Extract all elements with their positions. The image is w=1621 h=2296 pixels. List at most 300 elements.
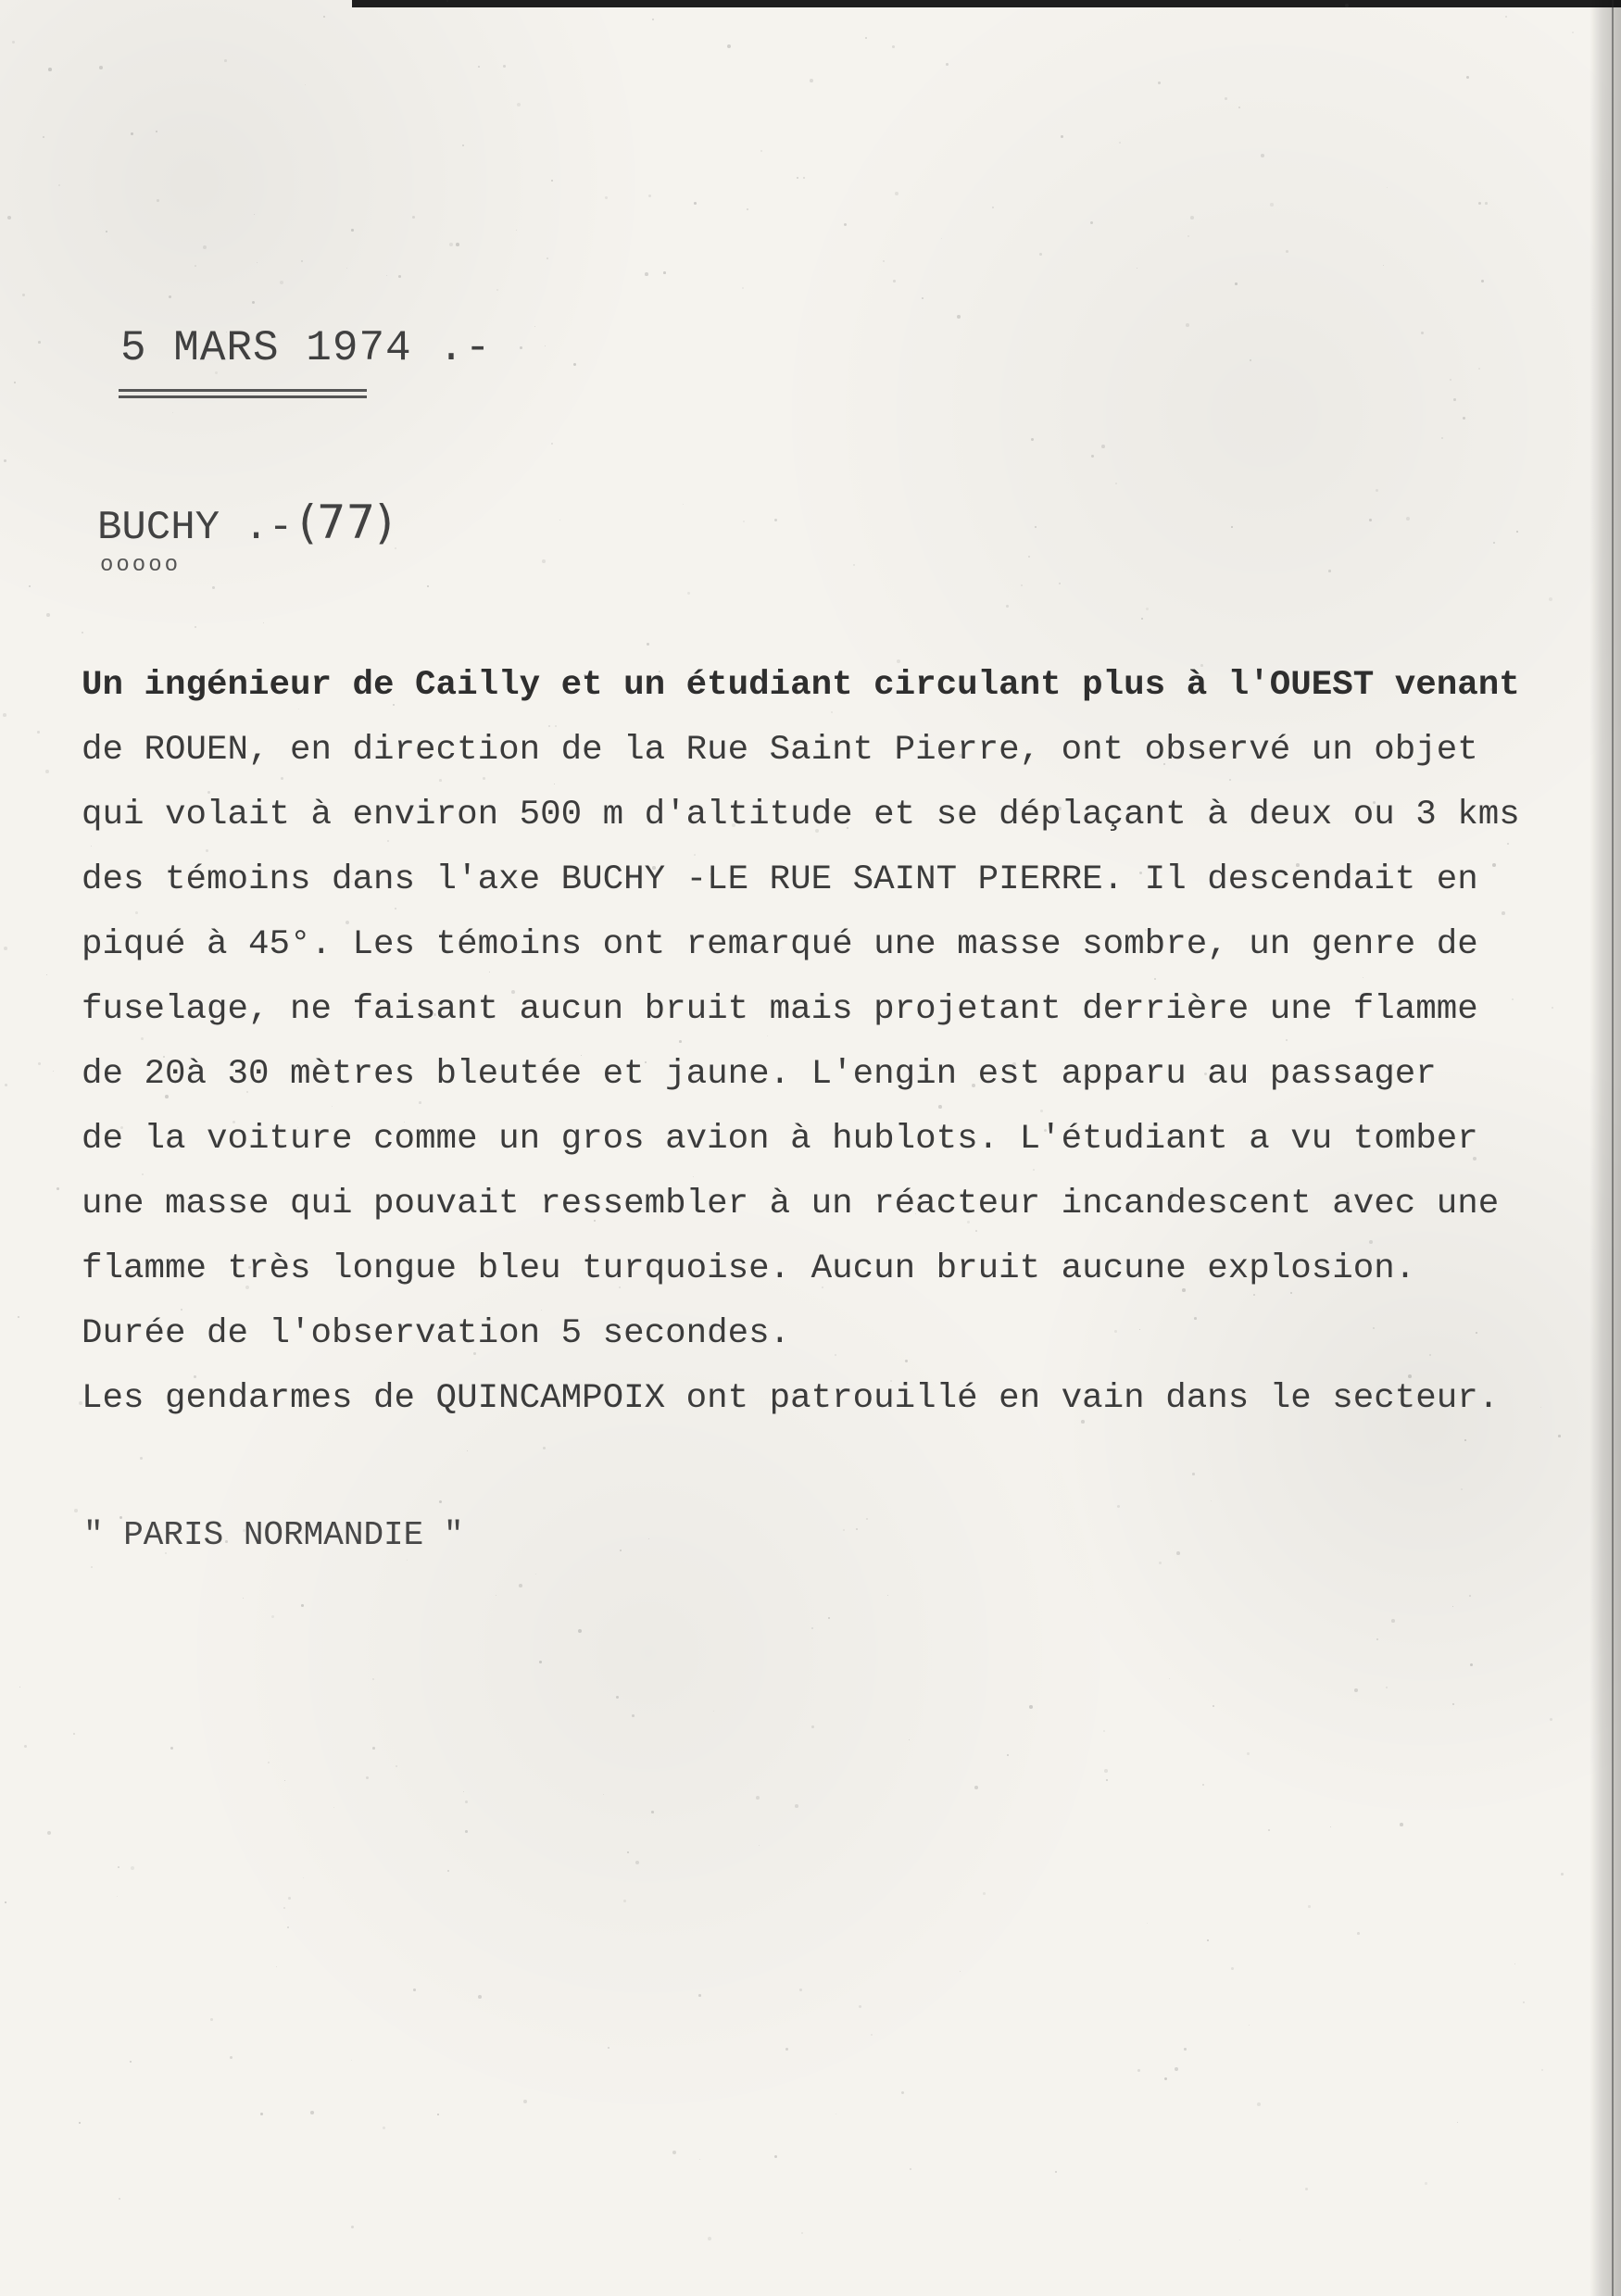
- scan-speckle: [230, 2056, 232, 2059]
- scan-speckle: [559, 520, 560, 521]
- scan-speckle: [18, 1316, 19, 1318]
- scan-speckle: [1249, 2025, 1250, 2026]
- scan-speckle: [268, 1762, 270, 1763]
- scan-speckle: [225, 1540, 228, 1543]
- scan-speckle: [1488, 805, 1489, 807]
- scan-speckle: [465, 1800, 468, 1803]
- scan-speckle: [747, 208, 748, 210]
- scan-speckle: [1184, 2048, 1187, 2051]
- scan-speckle: [1061, 135, 1063, 138]
- scan-speckle: [252, 301, 255, 304]
- scan-speckle: [169, 295, 171, 298]
- scan-speckle: [91, 1566, 93, 1568]
- scan-speckle: [1386, 1687, 1388, 1688]
- scan-speckle: [1481, 280, 1484, 282]
- scan-speckle: [578, 1629, 582, 1633]
- scan-speckle: [346, 268, 347, 269]
- body-line: une masse qui pouvait ressembler à un réacteur incandescent avec une: [82, 1185, 1500, 1223]
- scan-speckle: [24, 1745, 27, 1748]
- scan-speckle: [853, 564, 855, 566]
- scan-speckle: [263, 622, 264, 623]
- scan-speckle: [1213, 1705, 1214, 1707]
- scan-speckle: [1090, 221, 1093, 224]
- scan-speckle: [449, 243, 453, 246]
- scan-speckle: [1169, 1678, 1170, 1679]
- scan-speckle: [1392, 1063, 1394, 1065]
- scan-speckle: [511, 990, 515, 994]
- scan-speckle: [774, 2155, 777, 2158]
- scan-speckle: [859, 2005, 861, 2008]
- scan-speckle: [893, 280, 896, 282]
- scan-speckle: [534, 326, 535, 327]
- scan-speckle: [1550, 1718, 1552, 1721]
- scan-speckle: [1029, 1705, 1033, 1709]
- scan-speckle: [463, 1791, 464, 1792]
- scan-speckle: [1457, 2122, 1458, 2123]
- scan-speckle: [1028, 556, 1030, 558]
- scan-speckle: [1261, 154, 1264, 157]
- scan-speckle: [1146, 608, 1149, 610]
- scan-speckle: [1175, 2067, 1178, 2071]
- scan-speckle: [288, 1897, 291, 1900]
- scan-speckle: [1470, 1663, 1473, 1666]
- scan-speckle: [1137, 2069, 1140, 2072]
- scan-speckle: [960, 1971, 961, 1972]
- scan-speckle: [387, 840, 389, 842]
- scan-speckle: [1270, 203, 1274, 207]
- scan-speckle: [333, 1807, 334, 1808]
- scan-speckle: [260, 2113, 263, 2115]
- scan-speckle: [584, 674, 586, 677]
- scan-speckle: [1541, 2069, 1543, 2071]
- scan-speckle: [206, 849, 208, 852]
- scan-speckle: [523, 2100, 527, 2103]
- scan-speckle: [1055, 2171, 1057, 2173]
- scan-speckle: [797, 177, 798, 179]
- scan-speckle: [1305, 2188, 1308, 2190]
- scan-speckle: [303, 1877, 304, 1878]
- report-date: 5 MARS 1974 .-: [120, 324, 492, 372]
- body-line: des témoins dans l'axe BUCHY -LE RUE SAINT PIERRE. Il descendait en: [82, 860, 1478, 899]
- scan-speckle: [1031, 438, 1034, 441]
- scan-speckle: [395, 547, 396, 549]
- scan-speckle: [1561, 1873, 1564, 1876]
- body-line: Un ingénieur de Cailly et un étudiant circulant plus à l'OUEST venant: [82, 666, 1520, 705]
- scan-speckle: [22, 294, 25, 296]
- scan-speckle: [1250, 359, 1251, 361]
- scan-speckle: [437, 2114, 439, 2115]
- scan-speckle: [215, 371, 218, 374]
- scan-speckle: [699, 2159, 700, 2160]
- scan-speckle: [767, 1035, 768, 1036]
- scan-speckle: [1429, 1354, 1431, 1356]
- scan-speckle: [1453, 398, 1456, 401]
- scan-speckle: [1502, 911, 1505, 915]
- scan-speckle: [732, 823, 735, 827]
- scan-speckle: [224, 59, 227, 62]
- scan-speckle: [1040, 1110, 1043, 1112]
- scan-speckle: [1478, 368, 1480, 370]
- scan-speckle: [1425, 2182, 1427, 2185]
- scan-speckle: [843, 1529, 845, 1531]
- scan-speckle: [922, 297, 924, 299]
- scan-speckle: [1012, 1062, 1016, 1066]
- scan-speckle: [1211, 1500, 1212, 1501]
- scan-speckle: [1572, 31, 1574, 33]
- scan-speckle: [652, 19, 654, 20]
- scan-speckle: [828, 1617, 830, 1619]
- scan-speckle: [1159, 1562, 1162, 1564]
- scan-speckle: [407, 1560, 408, 1561]
- scan-speckle: [659, 671, 660, 672]
- scan-speckle: [623, 1900, 626, 1902]
- scan-speckle: [895, 192, 898, 195]
- scan-speckle: [170, 1747, 173, 1750]
- scan-speckle: [672, 2151, 676, 2154]
- scan-speckle: [447, 1870, 449, 1872]
- scan-speckle: [141, 1037, 144, 1040]
- scan-speckle: [465, 1830, 468, 1833]
- scan-speckle: [1190, 216, 1194, 220]
- scan-speckle: [822, 1286, 823, 1288]
- scan-speckle: [439, 1500, 442, 1503]
- scan-speckle: [106, 231, 107, 232]
- report-body: [82, 653, 1601, 1431]
- scan-speckle: [1492, 863, 1496, 867]
- body-line: de ROUEN, en direction de la Rue Saint Pierre, ont observé un objet: [82, 731, 1478, 770]
- scan-speckle: [1176, 1551, 1180, 1555]
- body-line: fuselage, ne faisant aucun bruit mais projetant derrière une flamme: [82, 990, 1478, 1029]
- scan-speckle: [1476, 1332, 1477, 1334]
- scan-speckle: [45, 770, 49, 773]
- scan-speckle: [305, 84, 306, 85]
- scan-speckle: [1025, 867, 1027, 869]
- scan-speckle: [478, 66, 480, 68]
- scan-speckle: [687, 592, 690, 595]
- scan-speckle: [1558, 1435, 1561, 1437]
- scan-speckle: [938, 1105, 942, 1109]
- scan-speckle: [1006, 605, 1009, 608]
- scan-speckle: [539, 1661, 542, 1663]
- scan-speckle: [651, 1811, 654, 1813]
- scan-speckle: [1376, 1638, 1378, 1640]
- scan-speckle: [648, 1538, 649, 1539]
- scan-speckle: [37, 731, 40, 734]
- scan-speckle: [117, 1896, 118, 1897]
- scan-speckle: [38, 341, 41, 344]
- scan-speckle: [727, 44, 731, 48]
- scan-speckle: [130, 2061, 132, 2063]
- scan-speckle: [1357, 1932, 1360, 1935]
- scan-speckle: [1257, 2102, 1261, 2106]
- body-line: de 20à 30 mètres bleutée et jaune. L'engin est apparu au passager: [82, 1055, 1437, 1094]
- scan-speckle: [323, 16, 325, 18]
- scan-speckle: [1354, 1688, 1358, 1692]
- scan-speckle: [1441, 437, 1443, 439]
- scan-speckle: [1147, 1923, 1148, 1924]
- scan-speckle: [194, 1375, 196, 1378]
- scan-speckle: [467, 1450, 468, 1451]
- scan-speckle: [58, 184, 60, 186]
- scan-speckle: [543, 1447, 546, 1449]
- scan-speckle: [396, 1765, 397, 1767]
- scan-speckle: [203, 245, 207, 249]
- scan-speckle: [941, 238, 942, 239]
- scan-speckle: [1091, 455, 1094, 458]
- scan-speckle: [1021, 584, 1023, 586]
- scan-speckle: [1369, 519, 1372, 521]
- scan-speckle: [516, 230, 517, 231]
- scan-speckle: [1400, 1823, 1403, 1826]
- scan-speckle: [975, 1230, 977, 1232]
- scan-speckle: [519, 1584, 522, 1587]
- scan-speckle: [120, 1126, 123, 1129]
- scan-speckle: [1225, 97, 1227, 100]
- scan-speckle: [131, 132, 133, 135]
- scan-speckle: [5, 1084, 7, 1086]
- scan-speckle: [1345, 4, 1349, 7]
- scan-speckle: [276, 1966, 277, 1967]
- scan-speckle: [280, 281, 283, 284]
- scan-speckle: [1231, 1967, 1234, 1970]
- scan-speckle: [831, 711, 833, 713]
- scan-speckle: [1158, 82, 1161, 84]
- scan-speckle: [1512, 998, 1514, 1000]
- scan-speckle: [619, 1286, 621, 1288]
- scan-speckle: [284, 1780, 285, 1781]
- scan-speckle: [1025, 1393, 1029, 1397]
- scan-speckle: [243, 1598, 244, 1599]
- date-underline: [119, 389, 367, 398]
- scan-speckle: [1039, 253, 1042, 256]
- scan-speckle: [398, 275, 401, 278]
- scan-speckle: [43, 136, 44, 138]
- scan-speckle: [4, 947, 7, 950]
- scan-speckle: [844, 223, 847, 226]
- scan-speckle: [53, 1071, 54, 1072]
- scan-speckle: [3, 713, 6, 717]
- scan-speckle: [883, 260, 885, 262]
- scan-speckle: [351, 2226, 354, 2228]
- scan-speckle: [1106, 1779, 1108, 1781]
- scan-speckle: [1200, 664, 1203, 667]
- scan-speckle: [172, 412, 173, 413]
- scan-speckle: [616, 1696, 619, 1699]
- scan-speckle: [210, 2018, 213, 2021]
- scan-speckle: [910, 2168, 911, 2170]
- scan-speckle: [694, 202, 697, 205]
- scan-speckle: [1115, 483, 1117, 484]
- scan-speckle: [887, 1595, 888, 1596]
- scan-speckle: [1505, 16, 1507, 18]
- scan-speckle: [1469, 1595, 1471, 1597]
- scan-speckle: [310, 2111, 314, 2114]
- scan-speckle: [756, 1796, 760, 1800]
- scan-speckle: [1114, 1330, 1117, 1333]
- scan-speckle: [1058, 807, 1062, 810]
- scan-speckle: [871, 2034, 873, 2036]
- scan-speckle: [1141, 618, 1143, 620]
- scan-speckle: [1466, 76, 1469, 79]
- report-place: [97, 496, 394, 551]
- scan-speckle: [119, 2198, 120, 2200]
- scan-speckle: [608, 2047, 609, 2049]
- scan-speckle: [74, 1509, 78, 1512]
- scan-speckle: [73, 1733, 75, 1735]
- scan-speckle: [119, 1516, 122, 1519]
- scan-speckle: [901, 2091, 904, 2094]
- scan-speckle: [645, 272, 648, 276]
- place-name: BUCHY .-: [97, 505, 294, 551]
- scan-speckle: [271, 1615, 274, 1618]
- body-line: de la voiture comme un gros avion à hublots. L'étudiant a vu tomber: [82, 1120, 1478, 1159]
- scan-speckle: [698, 1994, 701, 1997]
- scan-speckle: [412, 216, 415, 219]
- scan-speckle: [1104, 1769, 1108, 1773]
- scan-speckle: [810, 79, 813, 82]
- scan-speckle: [1081, 1420, 1085, 1424]
- scan-speckle: [1516, 531, 1518, 533]
- scan-speckle: [1207, 1939, 1209, 1941]
- scan-speckle: [892, 45, 895, 48]
- scan-speckle: [287, 1926, 289, 1928]
- scan-speckle: [1235, 282, 1238, 285]
- scan-top-edge: [352, 0, 1621, 7]
- scan-speckle: [760, 150, 762, 152]
- scan-speckle: [351, 2060, 352, 2061]
- scan-speckle: [946, 63, 949, 66]
- scan-speckle: [434, 1013, 436, 1016]
- scan-speckle: [82, 632, 83, 634]
- scan-speckle: [1308, 1905, 1311, 1908]
- scan-speckle: [1450, 379, 1451, 381]
- scan-speckle: [1387, 187, 1388, 188]
- scan-speckle: [57, 1187, 59, 1190]
- scan-speckle: [535, 1574, 536, 1575]
- scan-speckle: [1552, 1007, 1553, 1009]
- scan-speckle: [545, 345, 546, 346]
- scan-speckle: [1493, 542, 1495, 544]
- scan-speckle: [1117, 1505, 1120, 1508]
- scan-speckle: [647, 643, 649, 646]
- scan-speckle: [254, 214, 255, 215]
- scan-speckle: [1194, 1317, 1197, 1320]
- scan-speckle: [1192, 1473, 1195, 1475]
- scan-speckle: [195, 265, 196, 267]
- scan-speckle: [413, 1989, 416, 1991]
- scan-speckle: [351, 229, 354, 232]
- scan-speckle: [245, 1286, 249, 1289]
- scan-speckle: [1103, 1730, 1105, 1732]
- scan-speckle: [1328, 570, 1331, 572]
- scan-speckle: [419, 1101, 421, 1104]
- scan-speckle: [742, 287, 744, 289]
- scan-speckle: [1461, 1488, 1463, 1490]
- scan-speckle: [1347, 1192, 1349, 1194]
- scan-speckle: [47, 1831, 51, 1835]
- scan-speckle: [957, 315, 961, 319]
- scan-speckle: [478, 1995, 482, 1999]
- body-line: flamme très longue bleu turquoise. Aucun bruit aucune explosion.: [82, 1249, 1416, 1288]
- scan-speckle: [14, 382, 16, 383]
- scan-speckle: [1286, 1039, 1288, 1041]
- scan-speckle: [4, 459, 6, 462]
- scan-speckle: [496, 289, 498, 291]
- scan-speckle: [131, 1866, 134, 1870]
- scan-speckle: [909, 1739, 910, 1740]
- scan-speckle: [551, 443, 553, 445]
- place-underline-ornament: ooooo: [100, 553, 182, 578]
- scan-speckle: [799, 1989, 802, 1991]
- scan-speckle: [865, 37, 867, 39]
- scan-speckle: [811, 1627, 813, 1629]
- scan-speckle: [456, 243, 459, 246]
- scan-speckle: [1101, 445, 1105, 448]
- scan-speckle: [713, 1711, 714, 1712]
- body-line: piqué à 45°. Les témoins ont remarqué une masse sombre, un genre de: [82, 925, 1478, 964]
- body-line: Les gendarmes de QUINCAMPOIX ont patrouillé en vain dans le secteur.: [82, 1379, 1500, 1418]
- scan-speckle: [603, 1794, 604, 1795]
- scan-speckle: [48, 68, 52, 71]
- scan-speckle: [760, 1328, 763, 1332]
- scan-speckle: [301, 260, 303, 262]
- scan-speckle: [1182, 1288, 1186, 1292]
- scan-speckle: [974, 1786, 978, 1789]
- scan-speckle: [983, 1892, 986, 1895]
- scan-speckle: [156, 131, 157, 132]
- scan-speckle: [972, 1084, 975, 1087]
- scan-speckle: [635, 1861, 639, 1864]
- scan-speckle: [1421, 332, 1424, 334]
- scan-speckle: [1369, 1240, 1373, 1244]
- scan-speckle: [38, 1062, 41, 1065]
- scan-speckle: [257, 262, 258, 263]
- scan-speckle: [774, 519, 777, 521]
- scan-speckle: [759, 1845, 760, 1846]
- scan-speckle: [1463, 417, 1465, 420]
- scan-speckle: [372, 1678, 374, 1680]
- scan-speckle: [679, 1040, 682, 1043]
- scan-speckle: [1231, 526, 1233, 528]
- scan-speckle: [1238, 107, 1240, 108]
- scan-speckle: [652, 866, 656, 870]
- scan-speckle: [1247, 1752, 1250, 1755]
- scan-speckle: [785, 2048, 788, 2051]
- scan-speckle: [232, 1121, 235, 1123]
- scan-speckle: [79, 2122, 81, 2124]
- scan-speckle: [1391, 1619, 1395, 1623]
- scan-speckle: [1164, 2077, 1167, 2080]
- scan-speckle: [520, 346, 522, 349]
- scan-speckle: [555, 725, 557, 727]
- scan-speckle: [212, 586, 215, 589]
- scan-speckle: [1452, 1703, 1454, 1705]
- newspaper-source: " PARIS NORMANDIE ": [83, 1516, 464, 1554]
- scan-speckle: [897, 659, 900, 663]
- scan-speckle: [1253, 1294, 1255, 1296]
- scan-speckle: [632, 1714, 635, 1717]
- scan-speckle: [551, 180, 553, 182]
- scan-speckle: [1485, 202, 1488, 205]
- scan-speckle: [605, 196, 608, 199]
- scan-speckle: [683, 504, 684, 505]
- scan-speckle: [1187, 235, 1189, 237]
- scan-speckle: [1464, 1439, 1466, 1441]
- scan-speckle: [1540, 1407, 1541, 1408]
- scan-speckle: [663, 271, 666, 274]
- scan-speckle: [195, 626, 196, 628]
- scan-speckle: [1452, 1606, 1453, 1607]
